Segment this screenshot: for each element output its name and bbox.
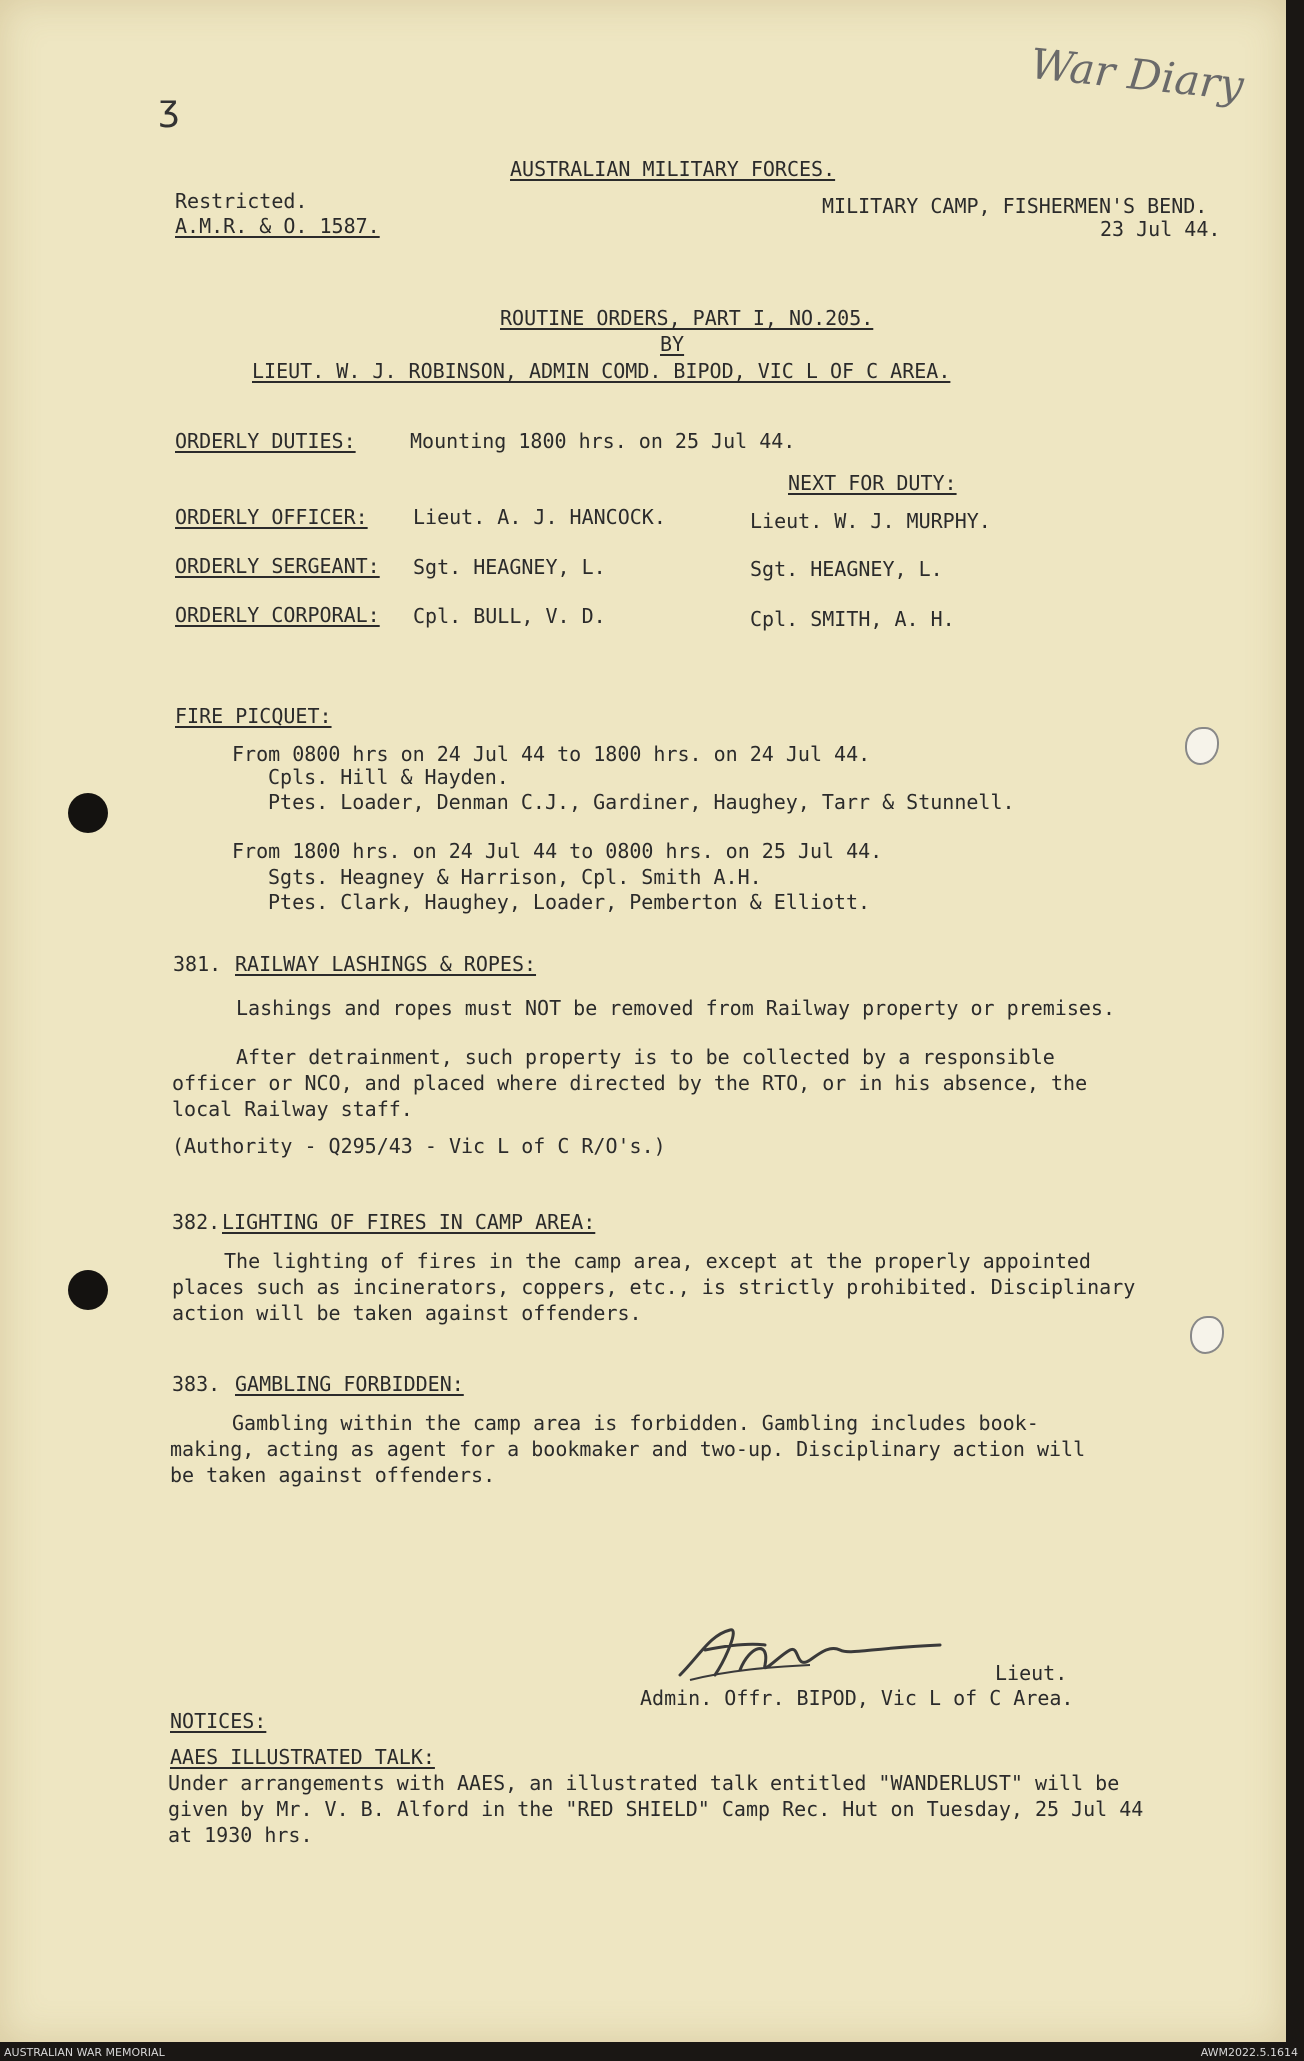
orderly-duties-heading: ORDERLY DUTIES: xyxy=(175,429,356,453)
order-number: 382. xyxy=(172,1210,221,1234)
duty-current: Sgt. HEAGNEY, L. xyxy=(413,555,606,579)
picquet-line: Sgts. Heagney & Harrison, Cpl. Smith A.H. xyxy=(268,865,762,889)
org-heading: AUSTRALIAN MILITARY FORCES. xyxy=(510,157,836,181)
picquet-line: Cpls. Hill & Hayden. xyxy=(268,765,509,789)
duty-next: Sgt. HEAGNEY, L. xyxy=(750,557,943,581)
picquet-line: Ptes. Loader, Denman C.J., Gardiner, Haughey, Tarr & Stunnell. xyxy=(268,790,1015,814)
order-paragraph: Lashings and ropes must NOT be removed from Railway property or premises. xyxy=(236,996,1115,1020)
order-heading: GAMBLING FORBIDDEN: xyxy=(235,1372,464,1396)
routine-orders-title: ROUTINE ORDERS, PART I, NO.205. xyxy=(500,306,874,330)
punch-hole xyxy=(68,1270,108,1310)
mounting-time: Mounting 1800 hrs. on 25 Jul 44. xyxy=(410,429,796,453)
duty-role: ORDERLY CORPORAL: xyxy=(175,603,380,627)
order-authority: (Authority - Q295/43 - Vic L of C R/O's.) xyxy=(172,1134,666,1158)
handwritten-note: War Diary xyxy=(1028,38,1246,111)
notice-text: Under arrangements with AAES, an illustrated talk entitled "WANDERLUST" will be given by Mr. V. B. Alford in the "RED SHIELD" Camp Rec. Hut on Tuesday, 25 Jul 44 at 1930 hrs. xyxy=(168,1771,1144,1847)
duty-current: Lieut. A. J. HANCOCK. xyxy=(413,505,666,529)
order-heading: RAILWAY LASHINGS & ROPES: xyxy=(235,952,537,976)
signature-rank: Lieut. xyxy=(995,1661,1068,1685)
order-paragraph: Gambling within the camp area is forbidden. Gambling includes book-making, acting as agent for a bookmaker and two-up. Disciplinary action will be taken against offenders. xyxy=(170,1411,1086,1487)
order-number: 381. xyxy=(173,952,222,976)
duty-next: Lieut. W. J. MURPHY. xyxy=(750,509,991,533)
duty-next: Cpl. SMITH, A. H. xyxy=(750,607,955,631)
notices-heading: NOTICES: xyxy=(170,1709,267,1733)
location: MILITARY CAMP, FISHERMEN'S BEND. xyxy=(822,194,1208,218)
title-by: BY xyxy=(660,332,685,356)
order-paragraph: After detrainment, such property is to be collected by a responsible officer or NCO, and placed where directed by the RTO, or in his absence, the local Railway staff. xyxy=(172,1045,1088,1121)
picquet-line: From 0800 hrs on 24 Jul 44 to 1800 hrs. on 24 Jul 44. xyxy=(232,742,871,766)
duty-role: ORDERLY SERGEANT: xyxy=(175,554,380,578)
restricted-label: Restricted. xyxy=(175,189,308,213)
order-paragraph: The lighting of fires in the camp area, except at the properly appointed places such as incinerators, coppers, etc., is strictly prohibited. Disciplinary action will be taken against offenders. xyxy=(172,1249,1136,1325)
footer-right: AWM2022.5.1614 xyxy=(1200,2046,1298,2059)
paper-tear xyxy=(1190,1316,1224,1354)
order-heading: LIGHTING OF FIRES IN CAMP AREA: xyxy=(222,1210,596,1234)
footer-left: AUSTRALIAN WAR MEMORIAL xyxy=(4,2046,165,2059)
paper-tear xyxy=(1185,727,1219,765)
next-for-duty-heading: NEXT FOR DUTY: xyxy=(788,471,957,495)
notice-subheading: AAES ILLUSTRATED TALK: xyxy=(170,1745,435,1769)
fire-picquet-heading: FIRE PICQUET: xyxy=(175,704,332,728)
signature-title: Admin. Offr. BIPOD, Vic L of C Area. xyxy=(640,1686,1074,1710)
duty-current: Cpl. BULL, V. D. xyxy=(413,604,606,628)
duty-role: ORDERLY OFFICER: xyxy=(175,505,368,529)
amr-reference: A.M.R. & O. 1587. xyxy=(175,214,380,238)
pencil-mark: ʒ xyxy=(158,88,180,129)
date: 23 Jul 44. xyxy=(1100,217,1221,241)
punch-hole xyxy=(68,793,108,833)
signature-image xyxy=(670,1615,960,1690)
issuing-officer: LIEUT. W. J. ROBINSON, ADMIN COMD. BIPOD, VIC L OF C AREA. xyxy=(252,359,951,383)
order-number: 383. xyxy=(172,1372,221,1396)
picquet-line: Ptes. Clark, Haughey, Loader, Pemberton & Elliott. xyxy=(268,890,871,914)
picquet-line: From 1800 hrs. on 24 Jul 44 to 0800 hrs. on 25 Jul 44. xyxy=(232,839,883,863)
